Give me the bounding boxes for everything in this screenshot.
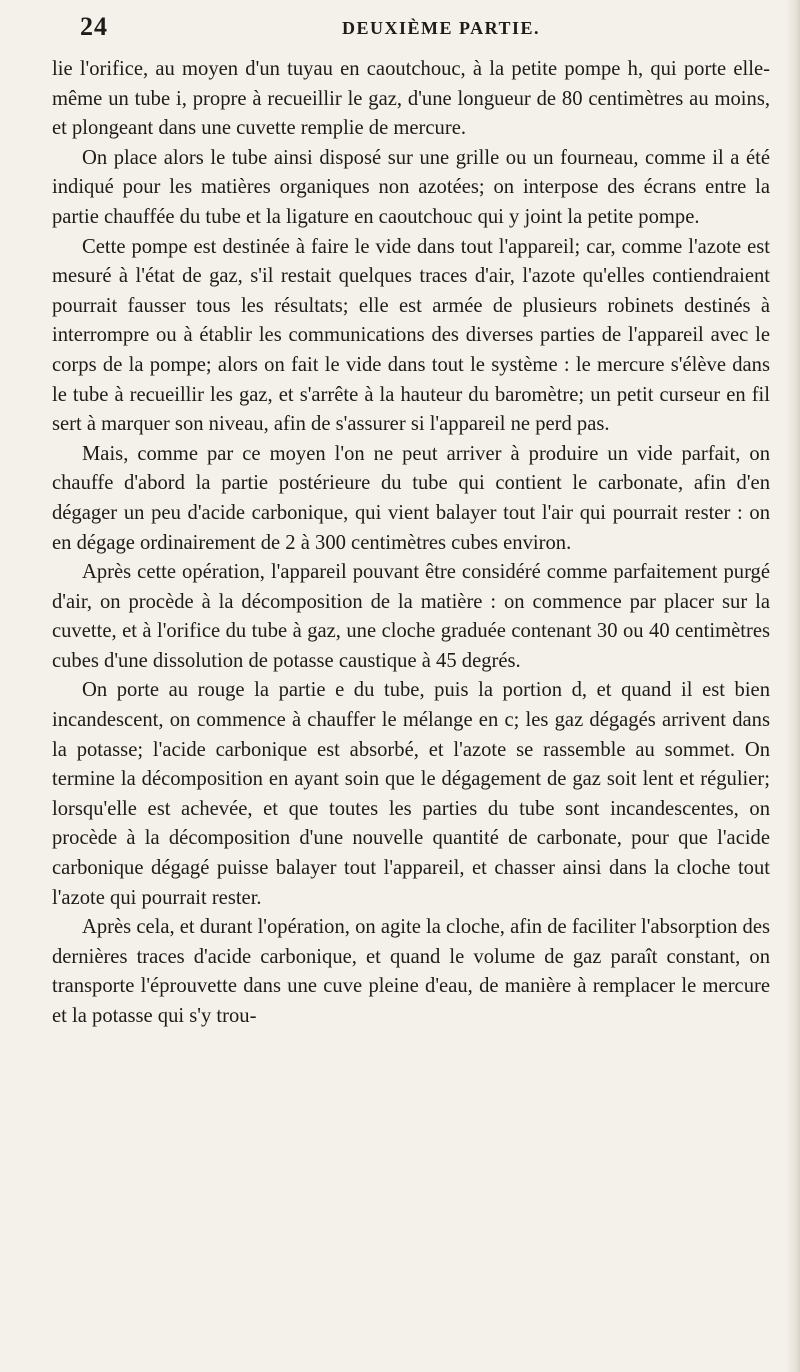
paragraph-2: On place alors le tube ainsi disposé sur une grille ou un fourneau, comme il a été indiqué pour les matières organiques non azotées; on interpose des écrans entre la partie chauffée du tube et la ligature en caoutchouc qui y joint la petite pompe. (52, 146, 770, 228)
paragraph-4: Mais, comme par ce moyen l'on ne peut arriver à produire un vide parfait, on chauffe d'abord la partie postérieure du tube qui contient le carbonate, afin d'en dégager un peu d'acide carbonique, qui vient balayer tout l'air qui pourrait rester : on en dégage ordinairement de 2 à 300 centimètres cubes environ. (52, 442, 770, 554)
paragraph-5: Après cette opération, l'appareil pouvant être considéré comme parfaitement purgé d'air, on procède à la décomposition de la matière : on commence par placer sur la cuvette, et à l'orifice du tube à gaz, une cloche graduée contenant 30 ou 40 centimètres cubes d'une dissolution de potasse caustique à 45 degrés. (52, 561, 770, 672)
paragraph-6: On porte au rouge la partie e du tube, puis la portion d, et quand il est bien incandescent, on commence à chauffer le mélange en c; les gaz dégagés arrivent dans la potasse; l'acide carbonique est absorbé, et l'azote se rassemble au sommet. On termine la décomposition en ayant soin que le dégagement de gaz soit lent et régulier; lorsqu'elle est achevée, et que toutes les parties du tube sont incandescentes, on procède à la décomposition d'une nouvelle quantité de carbonate, pour que l'acide carbonique dégagé puisse balayer tout l'appareil, et chasser ainsi dans la cloche tout l'azote qui pourrait rester. (52, 679, 770, 909)
body-text (52, 55, 770, 1032)
running-head: DEUXIÈME PARTIE. (342, 18, 541, 38)
page-header (80, 6, 770, 46)
paragraph-7: Après cela, et durant l'opération, on agite la cloche, afin de faciliter l'absorption des dernières traces d'acide carbonique, et quand le volume de gaz paraît constant, on transporte l'éprouvette dans une cuve pleine d'eau, de manière à remplacer le mercure et la potasse qui s'y trou- (52, 916, 770, 1027)
paragraph-1: lie l'orifice, au moyen d'un tuyau en caoutchouc, à la petite pompe h, qui porte elle-même un tube i, propre à recueillir le gaz, d'une longueur de 80 centimètres au moins, et plongeant dans une cuvette remplie de mercure. (52, 58, 770, 140)
paragraph-3: Cette pompe est destinée à faire le vide dans tout l'appareil; car, comme l'azote est mesuré à l'état de gaz, s'il restait quelques traces d'air, l'azote qu'elles contiendraient pourrait fausser tous les résultats; elle est armée de plusieurs robinets destinés à interrompre ou à établir les communications des diverses parties de l'appareil avec le corps de la pompe; alors on fait le vide dans tout le système : le mercure s'élève dans le tube à recueillir les gaz, et s'arrête à la hauteur du baromètre; un petit curseur en fil sert à marquer son niveau, afin de s'assurer si l'appareil ne perd pas. (52, 235, 770, 436)
page-edge-shadow (786, 0, 800, 1372)
page-number: 24 (80, 12, 108, 41)
